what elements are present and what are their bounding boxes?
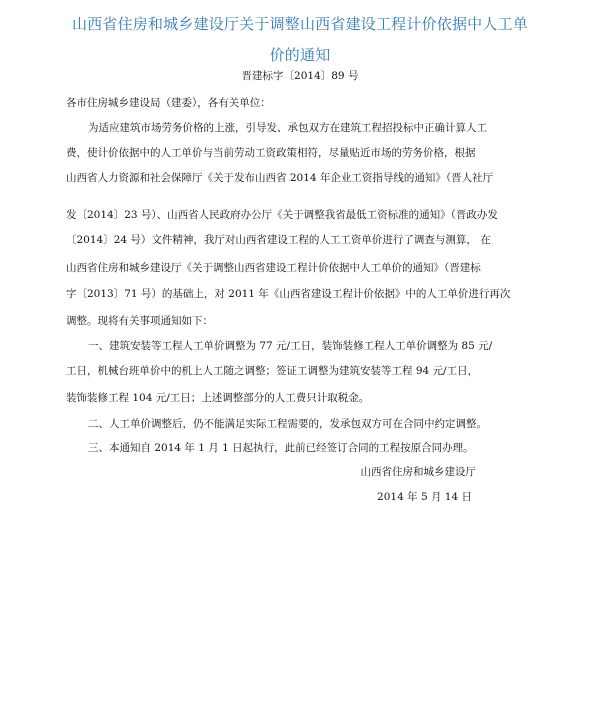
clause-three: 三、本通知自 2014 年 1 月 1 日起执行，此前已经签订合同的工程按原合同办理。 <box>88 442 474 454</box>
addressee: 各市住房城乡建设局（建委），各有关单位： <box>66 97 271 109</box>
issue-date: 2014 年 5 月 14 日 <box>377 491 472 503</box>
body-line: 山西省住房和城乡建设厅《关于调整山西省建设工程计价依据中人工单价的通知》（晋建标 <box>66 262 481 274</box>
document-title-line-2: 价的通知 <box>269 46 331 64</box>
body-line: 〔2014〕24 号）文件精神，我厅对山西省建设工程的人工工资单价进行了调查与测算， 在 <box>66 234 491 246</box>
issuer-signature: 山西省住房和城乡建设厅 <box>360 466 476 478</box>
body-line: 费，使计价依据中的人工单价与当前劳动工资政策相符，尽量贴近市场的劳务价格，根据 <box>66 147 476 159</box>
clause-one-line: 一、建筑安装等工程人工单价调整为 77 元/工日，装饰装修工程人工单价调整为 85 元/ <box>88 340 493 352</box>
body-line: 山西省人力资源和社会保障厅《关于发布山西省 2014 年企业工资指导线的通知》（晋人社厅 <box>66 172 494 184</box>
body-line: 调整。现将有关事项通知如下： <box>66 315 213 327</box>
body-line: 为适应建筑市场劳务价格的上涨，引导发、承包双方在建筑工程招投标中正确计算人工 <box>88 122 487 134</box>
document-title-line-1: 山西省住房和城乡建设厅关于调整山西省建设工程计价依据中人工单 <box>71 15 528 33</box>
clause-one-line: 工日，机械台班单价中的机上人工随之调整；签证工调整为建筑安装等工程 94 元/工日， <box>66 365 479 377</box>
clause-one-line: 装饰装修工程 104 元/工日；上述调整部分的人工费只计取税金。 <box>66 392 370 404</box>
clause-two: 二、人工单价调整后，仍不能满足实际工程需要的，发承包双方可在合同中约定调整。 <box>88 418 487 430</box>
body-line: 发〔2014〕23 号）、山西省人民政府办公厅《关于调整我省最低工资标准的通知》（晋政办发 <box>66 209 498 221</box>
body-line: 字〔2013〕71 号）的基础上，对 2011 年《山西省建设工程计价依据》中的人工单价进行再次 <box>66 288 511 300</box>
document-number: 晋建标字〔2014〕89 号 <box>241 70 359 82</box>
